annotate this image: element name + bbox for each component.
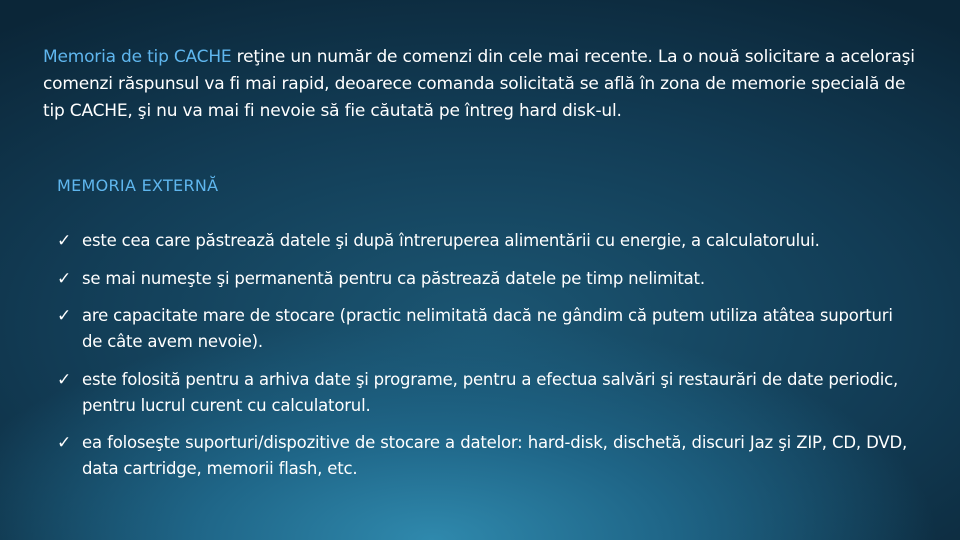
check-mark-icon: ✓ — [57, 231, 72, 251]
bullet-list — [57, 228, 907, 494]
list-item-text: este cea care păstrează datele şi după întreruperea alimentării cu energie, a calculatorului. — [82, 231, 820, 250]
intro-paragraph — [43, 44, 923, 125]
list-item — [57, 228, 907, 254]
check-mark-icon: ✓ — [57, 306, 72, 326]
list-item — [57, 367, 907, 419]
intro-text: reţine un număr de comenzi din cele mai recente. La o nouă solicitare a aceloraşi comenzi răspunsul va fi mai rapid, deoarece comanda solicitată se află în zona de memorie specială de tip CACHE, şi nu va mai fi nevoie să fie căutată pe întreg hard disk-ul. — [43, 47, 915, 121]
list-item-text: se mai numeşte şi permanentă pentru ca păstrează datele pe timp nelimitat. — [82, 268, 705, 288]
list-item-text: ea foloseşte suporturi/dispozitive de stocare a datelor: hard-disk, dischetă, discuri Jaz şi ZIP, CD, DVD, data cartridge, memorii flash, etc. — [82, 433, 907, 478]
intro-highlight: Memoria de tip CACHE — [43, 47, 232, 67]
check-mark-icon: ✓ — [57, 268, 72, 289]
check-mark-icon: ✓ — [57, 369, 72, 390]
list-item — [57, 430, 907, 482]
section-heading: MEMORIA EXTERNĂ — [57, 176, 219, 195]
list-item — [57, 266, 907, 292]
check-mark-icon: ✓ — [57, 433, 72, 453]
list-item-text: este folosită pentru a arhiva date şi programe, pentru a efectua salvări şi restaurări de date periodic, pentru lucrul curent cu calculatorul. — [82, 369, 899, 415]
list-item-text: are capacitate mare de stocare (practic nelimitată dacă ne gândim că putem utiliza atâtea suporturi de câte avem nevoie). — [82, 306, 893, 351]
list-item — [57, 303, 907, 355]
